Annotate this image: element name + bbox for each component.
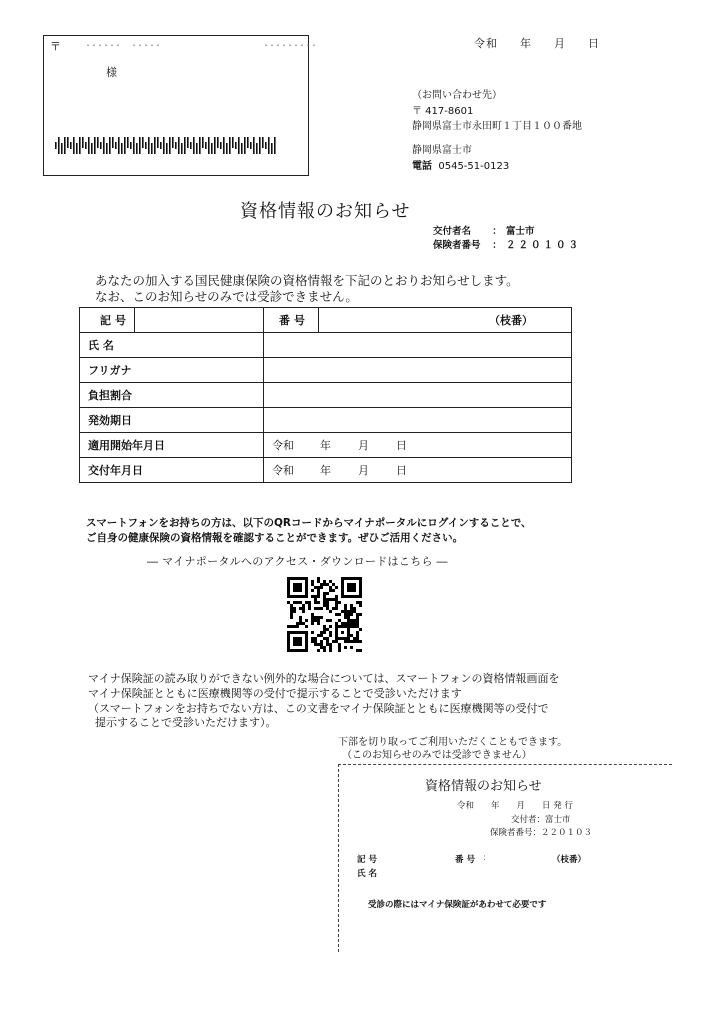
addressee-suffix: 様 xyxy=(106,66,117,79)
date-era: 令和 xyxy=(474,37,498,50)
cut-line-vertical xyxy=(338,764,339,952)
row-label: 発効期日 xyxy=(80,408,264,433)
row-label: 氏 名 xyxy=(80,333,264,358)
notice-line-1: スマートフォンをお持ちの方は、以下のQRコードからマイナポータルにログインすることで、 xyxy=(86,517,532,529)
notice-line-2: ご自身の健康保険の資格情報を確認することができます。ぜひご活用ください。 xyxy=(86,532,464,544)
row-label: 交付年月日 xyxy=(80,458,264,483)
contact-office: 静岡県富士市 xyxy=(412,145,472,156)
contact-heading: （お問い合わせ先） xyxy=(412,90,502,101)
footer-line-1: マイナ保険証の読み取りができない例外的な場合については、スマートフォンの資格情報画面を xyxy=(88,672,560,685)
row-label: 負担割合 xyxy=(80,383,264,408)
row-value xyxy=(264,333,572,358)
row-value xyxy=(264,408,572,433)
slip-title: 資格情報のお知らせ xyxy=(425,779,542,794)
date-month: 月 xyxy=(554,37,566,50)
table-row xyxy=(80,458,572,483)
slip-issuer: 交付者：富士市 xyxy=(511,815,571,825)
slip-bango: 番 号 xyxy=(455,855,475,865)
row-value xyxy=(264,383,572,408)
date-year: 年 xyxy=(520,37,532,50)
row-label: 適用開始年月日 xyxy=(80,433,264,458)
slip-bango-sep: : xyxy=(483,853,486,863)
row-value xyxy=(264,358,572,383)
kigo-label: 記 号 xyxy=(80,308,135,333)
row-date-value: 令和 年 月 日 xyxy=(264,458,572,483)
header-date xyxy=(474,35,600,51)
bango-label: 番 号 xyxy=(264,308,319,333)
slip-insurer: 保険者番号：２２０１０３ xyxy=(490,828,593,838)
contact-phone xyxy=(412,157,509,172)
contact-postal: 〒 417-8601 xyxy=(412,106,474,117)
phone-label: 電話 xyxy=(412,161,432,172)
slip-date-line: 令和 年 月 日 発 行 xyxy=(457,801,573,811)
access-line: ― マイナポータルへのアクセス・ダウンロードはこちら ― xyxy=(147,555,448,568)
issuer-label: 交付者名 xyxy=(433,226,472,237)
footer-line-2: マイナ保険証とともに医療機関等の受付で提示することで受診いただけます xyxy=(88,687,462,700)
intro-line-1: あなたの加入する国民健康保険の資格情報を下記のとおりお知らせします。 xyxy=(95,273,519,288)
issuer-row: 交付者名 ： 富士市 xyxy=(433,223,535,237)
cut-line-horizontal xyxy=(338,764,672,765)
insurer-label: 保険者番号 xyxy=(433,240,481,251)
postal-mark: 〒 xyxy=(50,40,61,53)
slip-name: 氏 名 xyxy=(357,869,377,879)
kigo-value xyxy=(135,308,264,333)
customer-barcode xyxy=(55,137,277,154)
cutoff-line-2: （このお知らせのみでは受診できません） xyxy=(342,750,532,761)
qr-code[interactable] xyxy=(287,577,362,652)
contact-address: 静岡県富士市永田町１丁目１００番地 xyxy=(412,121,582,132)
insurer-row: 保険者番号 ： ２２０１０３ xyxy=(433,237,581,251)
slip-kigo: 記 号 xyxy=(357,855,377,865)
row-label: フリガナ xyxy=(80,358,264,383)
cutoff-line-1: 下部を切り取ってご利用いただくこともできます。 xyxy=(338,737,568,748)
address-dots: ･････････ xyxy=(264,41,318,50)
table-row xyxy=(80,333,572,358)
document-title: 資格情報のお知らせ xyxy=(240,201,411,222)
footer-line-3: （スマートフォンをお持ちでない方は、この文書をマイナ保険証とともに医療機関等の受付で xyxy=(88,702,549,715)
row-date-value: 令和 年 月 日 xyxy=(264,433,572,458)
table-row xyxy=(80,433,572,458)
date-day: 日 xyxy=(588,37,600,50)
table-row xyxy=(80,358,572,383)
table-row xyxy=(80,383,572,408)
table-row xyxy=(80,308,572,333)
address-window xyxy=(43,35,318,176)
postal-code-dots: ･･････ xyxy=(86,41,122,50)
phone-number: 0545-51-0123 xyxy=(438,161,510,172)
qualification-table xyxy=(79,307,572,483)
footer-line-4: 提示することで受診いただけます）。 xyxy=(95,716,277,729)
edaban-label: （枝番） xyxy=(319,308,572,333)
postal-code-dots: ･････ xyxy=(132,41,162,50)
insurer-number: ２２０１０３ xyxy=(506,240,582,251)
intro-line-2: なお、このお知らせのみでは受診できません。 xyxy=(95,289,358,304)
slip-edaban: （枝番） xyxy=(552,855,587,865)
table-row xyxy=(80,408,572,433)
issuer-value: 富士市 xyxy=(506,226,535,237)
slip-notice: 受診の際にはマイナ保険証があわせて必要です xyxy=(368,900,547,910)
